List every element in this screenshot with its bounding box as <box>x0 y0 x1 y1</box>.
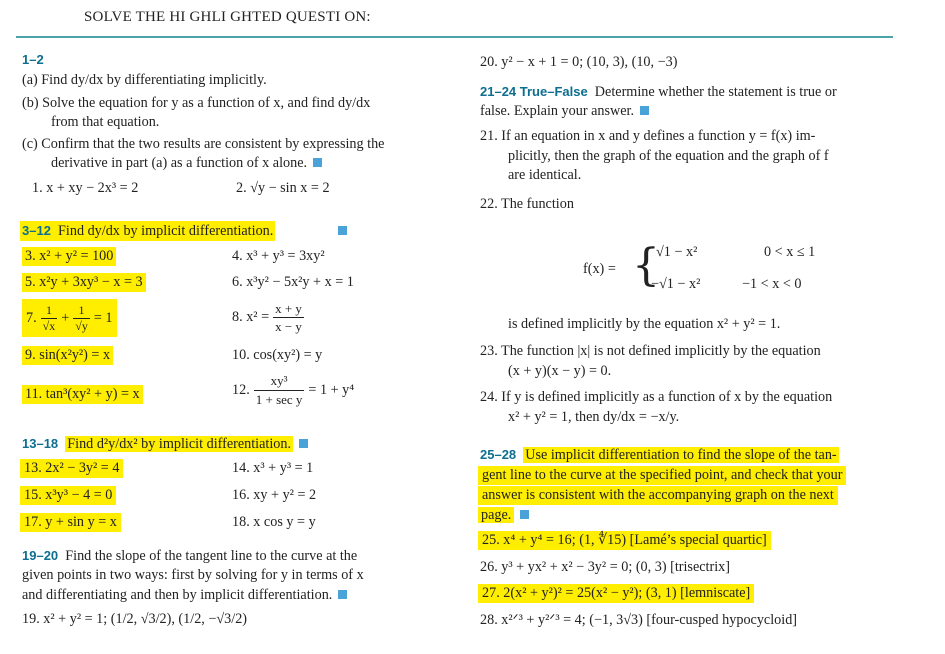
exercise-14: 14. x³ + y³ = 1 <box>232 460 314 476</box>
exercise-9: 9. sin(x²y²) = x <box>22 346 113 365</box>
section-25-28-line1: 25–28 Use implicit differentiation to find the slope of the tan- <box>480 447 837 463</box>
page-header: SOLVE THE HI GHLI GHTED QUESTI ON: <box>84 9 371 25</box>
piecewise-case1: √1 − x² <box>656 244 698 260</box>
exercise-7: 7. $\frac{1}{√x}$ + $\frac{1}{√y}$ = 1 <box>22 299 117 337</box>
piecewise-case2: −√1 − x² <box>651 276 701 292</box>
instruction-c-cont: derivative in part (a) as a function of x alone. <box>51 154 322 173</box>
exercise-21: 21. If an equation in x and y defines a function y = f(x) im- <box>480 128 816 144</box>
end-marker-icon <box>640 106 649 115</box>
exercise-10: 10. cos(xy²) = y <box>232 347 323 363</box>
exercise-24: 24. If y is defined implicitly as a function of x by the equation <box>480 389 833 405</box>
exercise-25: 25. x⁴ + y⁴ = 16; (1, ∜15) [Lamé’s special quartic] <box>478 531 771 550</box>
exercise-19: 19. x² + y² = 1; (1/2, √3/2), (1/2, −√3/2) <box>22 611 248 627</box>
section-13-18-heading: 13–18 Find d²y/dx² by implicit differentiation. <box>22 434 308 454</box>
exercise-1: 1. x + xy − 2x³ = 2 <box>32 180 139 196</box>
section-21-24-line1: 21–24 True–False Determine whether the statement is true or <box>480 84 837 100</box>
section-3-12-heading: 3–12 Find dy/dx by implicit differentiation. <box>22 223 274 239</box>
end-marker-icon <box>520 510 529 519</box>
section-19-20-line3: and differentiating and then by implicit differentiation. <box>22 586 347 605</box>
exercise-12: 12. $\frac{\text{xy³}}{\text{1 + sec y}}$ = 1 + y⁴ <box>232 372 355 407</box>
section-25-28-line2: gent line to the curve at the specified point, and check that your <box>478 466 846 485</box>
piecewise-brace: { <box>632 240 660 291</box>
end-marker-icon <box>338 590 347 599</box>
end-marker-icon <box>338 226 347 235</box>
exercise-22: 22. The function <box>480 196 574 212</box>
section-25-28-line4: page. <box>478 506 529 525</box>
exercise-21-cont: plicitly, then the graph of the equation and the graph of f <box>508 148 829 164</box>
exercise-21-cont2: are identical. <box>508 167 582 183</box>
end-marker-icon <box>313 158 322 167</box>
section-19-20-line2: given points in two ways: first by solving for y in terms of x <box>22 567 364 583</box>
section-21-24-line2: false. Explain your answer. <box>480 102 649 121</box>
exercise-27: 27. 2(x² + y²)² = 25(x² − y²); (3, 1) [lemniscate] <box>478 584 754 603</box>
exercise-28: 28. x²ᐟ³ + y²ᐟ³ = 4; (−1, 3√3) [four-cusped hypocycloid] <box>480 612 798 628</box>
exercise-6: 6. x³y² − 5x²y + x = 1 <box>232 274 354 290</box>
exercise-4: 4. x³ + y³ = 3xy² <box>232 248 325 264</box>
section-label-1-2: 1–2 <box>22 52 44 67</box>
exercise-24-cont: x² + y² = 1, then dy/dx = −x/y. <box>508 409 680 425</box>
exercise-8: 8. x² = $\frac{x + y}{x - y}$ <box>232 300 302 334</box>
section-25-28-line3: answer is consistent with the accompanying graph on the next <box>478 486 838 505</box>
exercise-2: 2. √y − sin x = 2 <box>236 180 330 196</box>
instruction-c: (c) Confirm that the two results are consistent by expressing the <box>22 136 385 152</box>
piecewise-fx: f(x) = <box>583 261 616 277</box>
instruction-b-cont: from that equation. <box>51 114 160 130</box>
exercise-16: 16. xy + y² = 2 <box>232 487 317 503</box>
exercise-18: 18. x cos y = y <box>232 514 316 530</box>
exercise-23-cont: (x + y)(x − y) = 0. <box>508 363 612 379</box>
exercise-23: 23. The function |x| is not defined implicitly by the equation <box>480 343 821 359</box>
exercise-17: 17. y + sin y = x <box>20 513 121 532</box>
exercise-5: 5. x²y + 3xy³ − x = 3 <box>22 273 146 292</box>
exercise-20: 20. y² − x + 1 = 0; (10, 3), (10, −3) <box>480 54 678 70</box>
exercise-11: 11. tan³(xy² + y) = x <box>22 385 143 404</box>
exercise-22-tail: is defined implicitly by the equation x² + y² = 1. <box>508 316 781 332</box>
header-rule <box>16 36 893 38</box>
section-19-20-line1: 19–20 Find the slope of the tangent line to the curve at the <box>22 548 358 564</box>
instruction-b: (b) Solve the equation for y as a function of x, and find dy/dx <box>22 95 371 111</box>
instruction-a: (a) Find dy/dx by differentiating implicitly. <box>22 72 267 88</box>
exercise-15: 15. x³y³ − 4 = 0 <box>20 486 116 505</box>
end-marker-icon <box>299 439 308 448</box>
exercise-13: 13. 2x² − 3y² = 4 <box>20 459 123 478</box>
exercise-3: 3. x² + y² = 100 <box>22 247 116 266</box>
piecewise-case1-condition: 0 < x ≤ 1 <box>764 244 816 260</box>
exercise-26: 26. y³ + yx² + x² − 3y² = 0; (0, 3) [trisectrix] <box>480 559 730 575</box>
piecewise-case2-condition: −1 < x < 0 <box>742 276 802 292</box>
